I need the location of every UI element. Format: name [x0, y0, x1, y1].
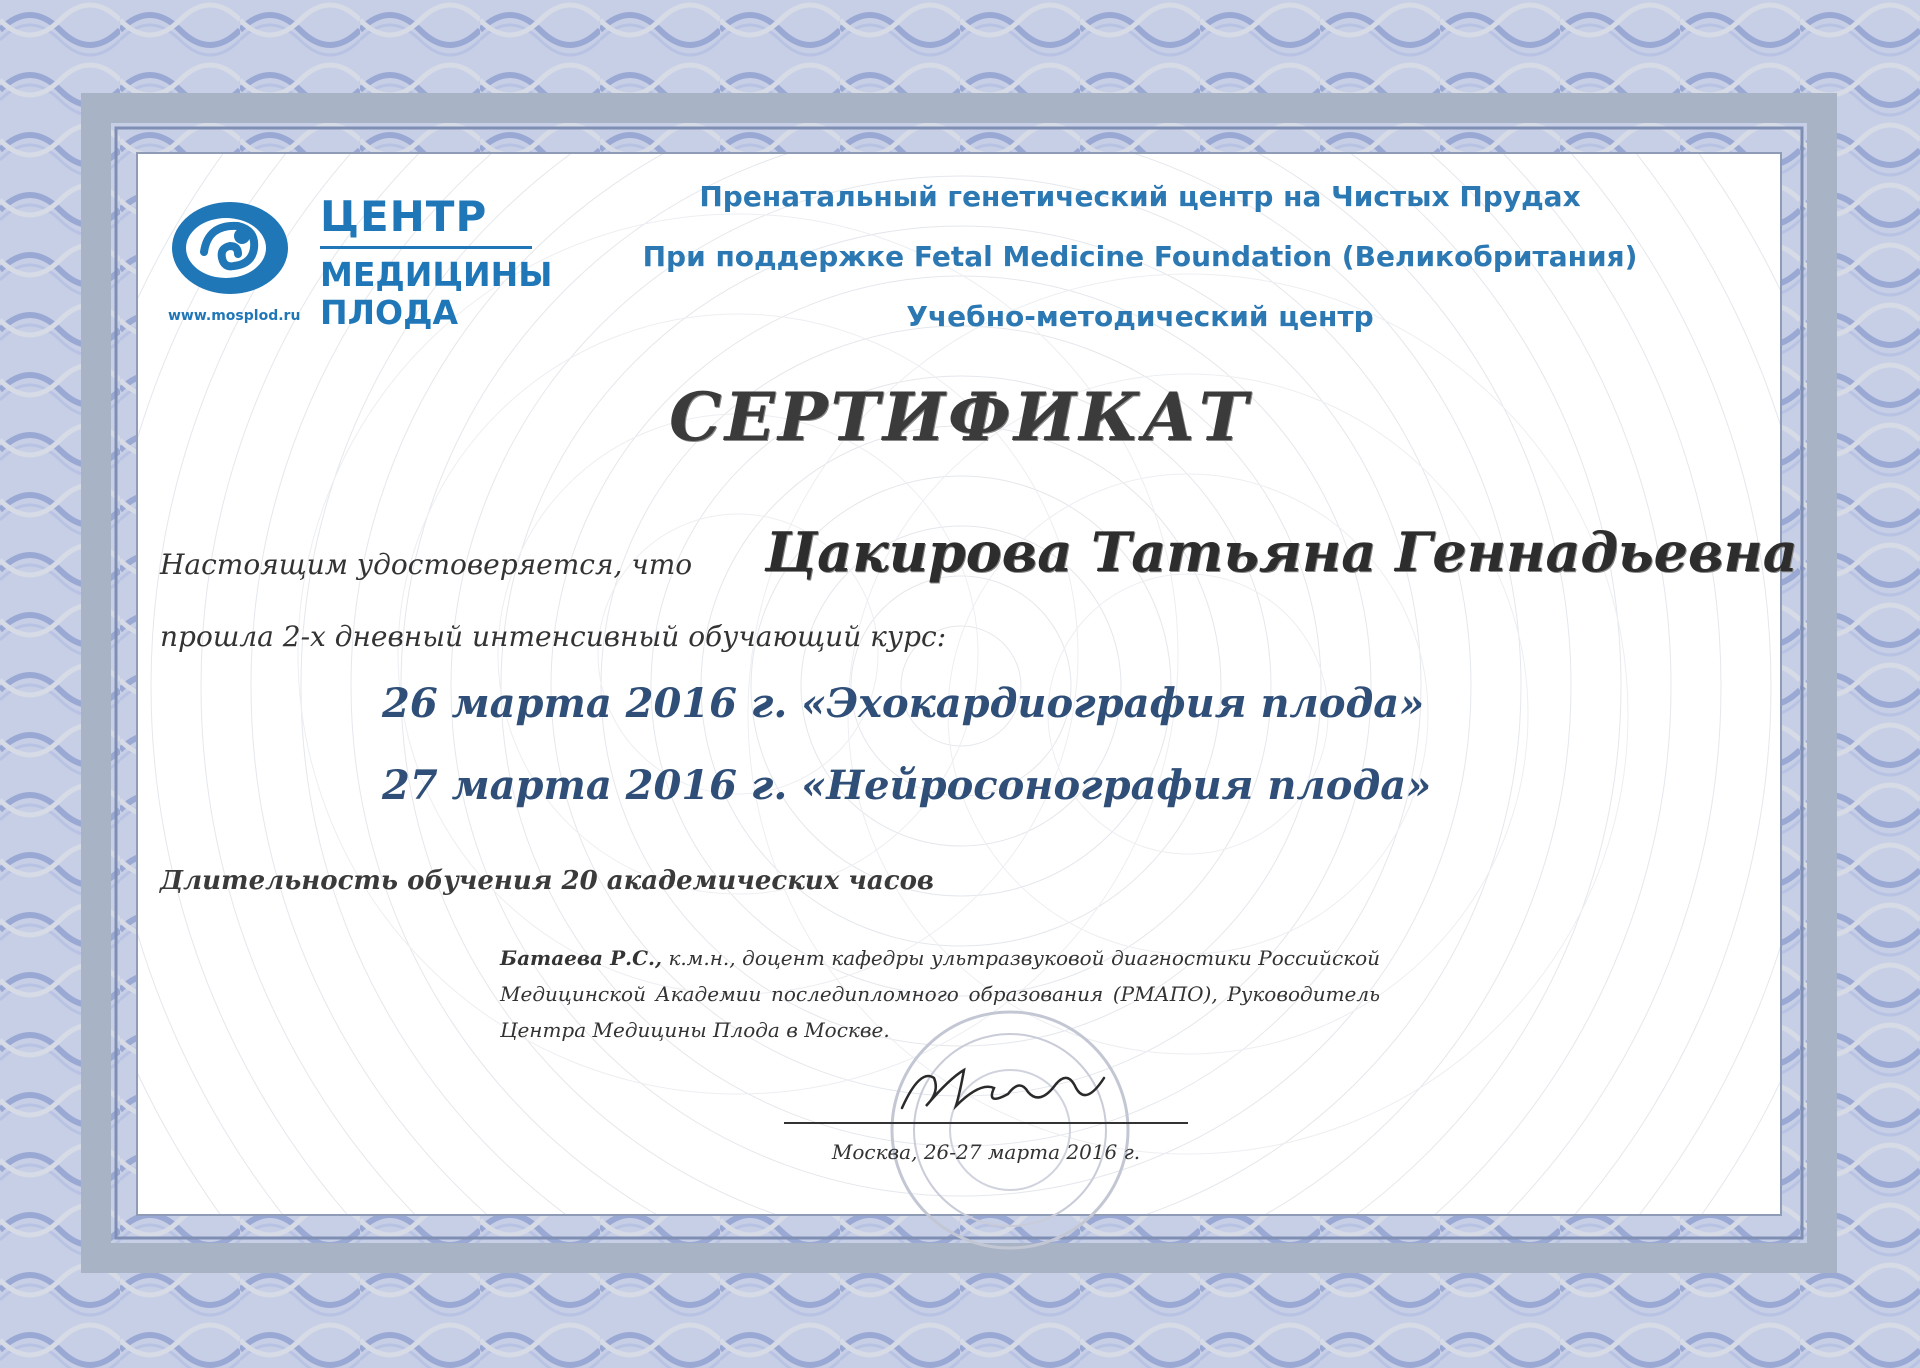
course-item-2: 27 марта 2016 г. «Нейросонография плода»: [382, 762, 1432, 809]
place-date: Москва, 26-27 марта 2016 г.: [831, 1140, 1141, 1164]
logo-url: www.mosplod.ru: [168, 308, 301, 324]
logo-title: ЦЕНТР: [320, 192, 488, 241]
signatory-name: Батаева Р.С.,: [500, 946, 662, 970]
logo-subtitle-2: ПЛОДА: [320, 293, 459, 332]
signatory-block: [500, 940, 1380, 1048]
center-logo: [168, 192, 553, 336]
certificate-title: СЕРТИФИКАТ: [669, 378, 1251, 456]
logo-divider: [320, 246, 532, 249]
course-intro: прошла 2-х дневный интенсивный обучающий курс:: [160, 620, 947, 653]
organization-support: При поддержке Fetal Medicine Foundation (Великобритания): [642, 240, 1638, 273]
signature: [890, 1048, 1120, 1128]
certify-intro: Настоящим удостоверяется, что: [160, 548, 693, 581]
signature-line: [784, 1122, 1188, 1124]
logo-subtitle: МЕДИЦИНЫ: [320, 255, 553, 294]
organization-type: Учебно-методический центр: [906, 300, 1374, 333]
recipient-name: Цакирова Татьяна Геннадьевна: [765, 520, 1798, 584]
course-item-1: 26 марта 2016 г. «Эхокардиография плода»: [382, 680, 1425, 727]
organization-name: Пренатальный генетический центр на Чистых Прудах: [699, 180, 1581, 213]
signatory-description: к.м.н., доцент кафедры ультразвуковой диагностики Российской Медицинской Академии последипломного образования (РМАПО), Руководитель Центра Медицины Плода в Москве.: [500, 946, 1381, 1042]
course-duration: Длительность обучения 20 академических часов: [160, 866, 934, 896]
fetus-icon: [168, 196, 292, 306]
